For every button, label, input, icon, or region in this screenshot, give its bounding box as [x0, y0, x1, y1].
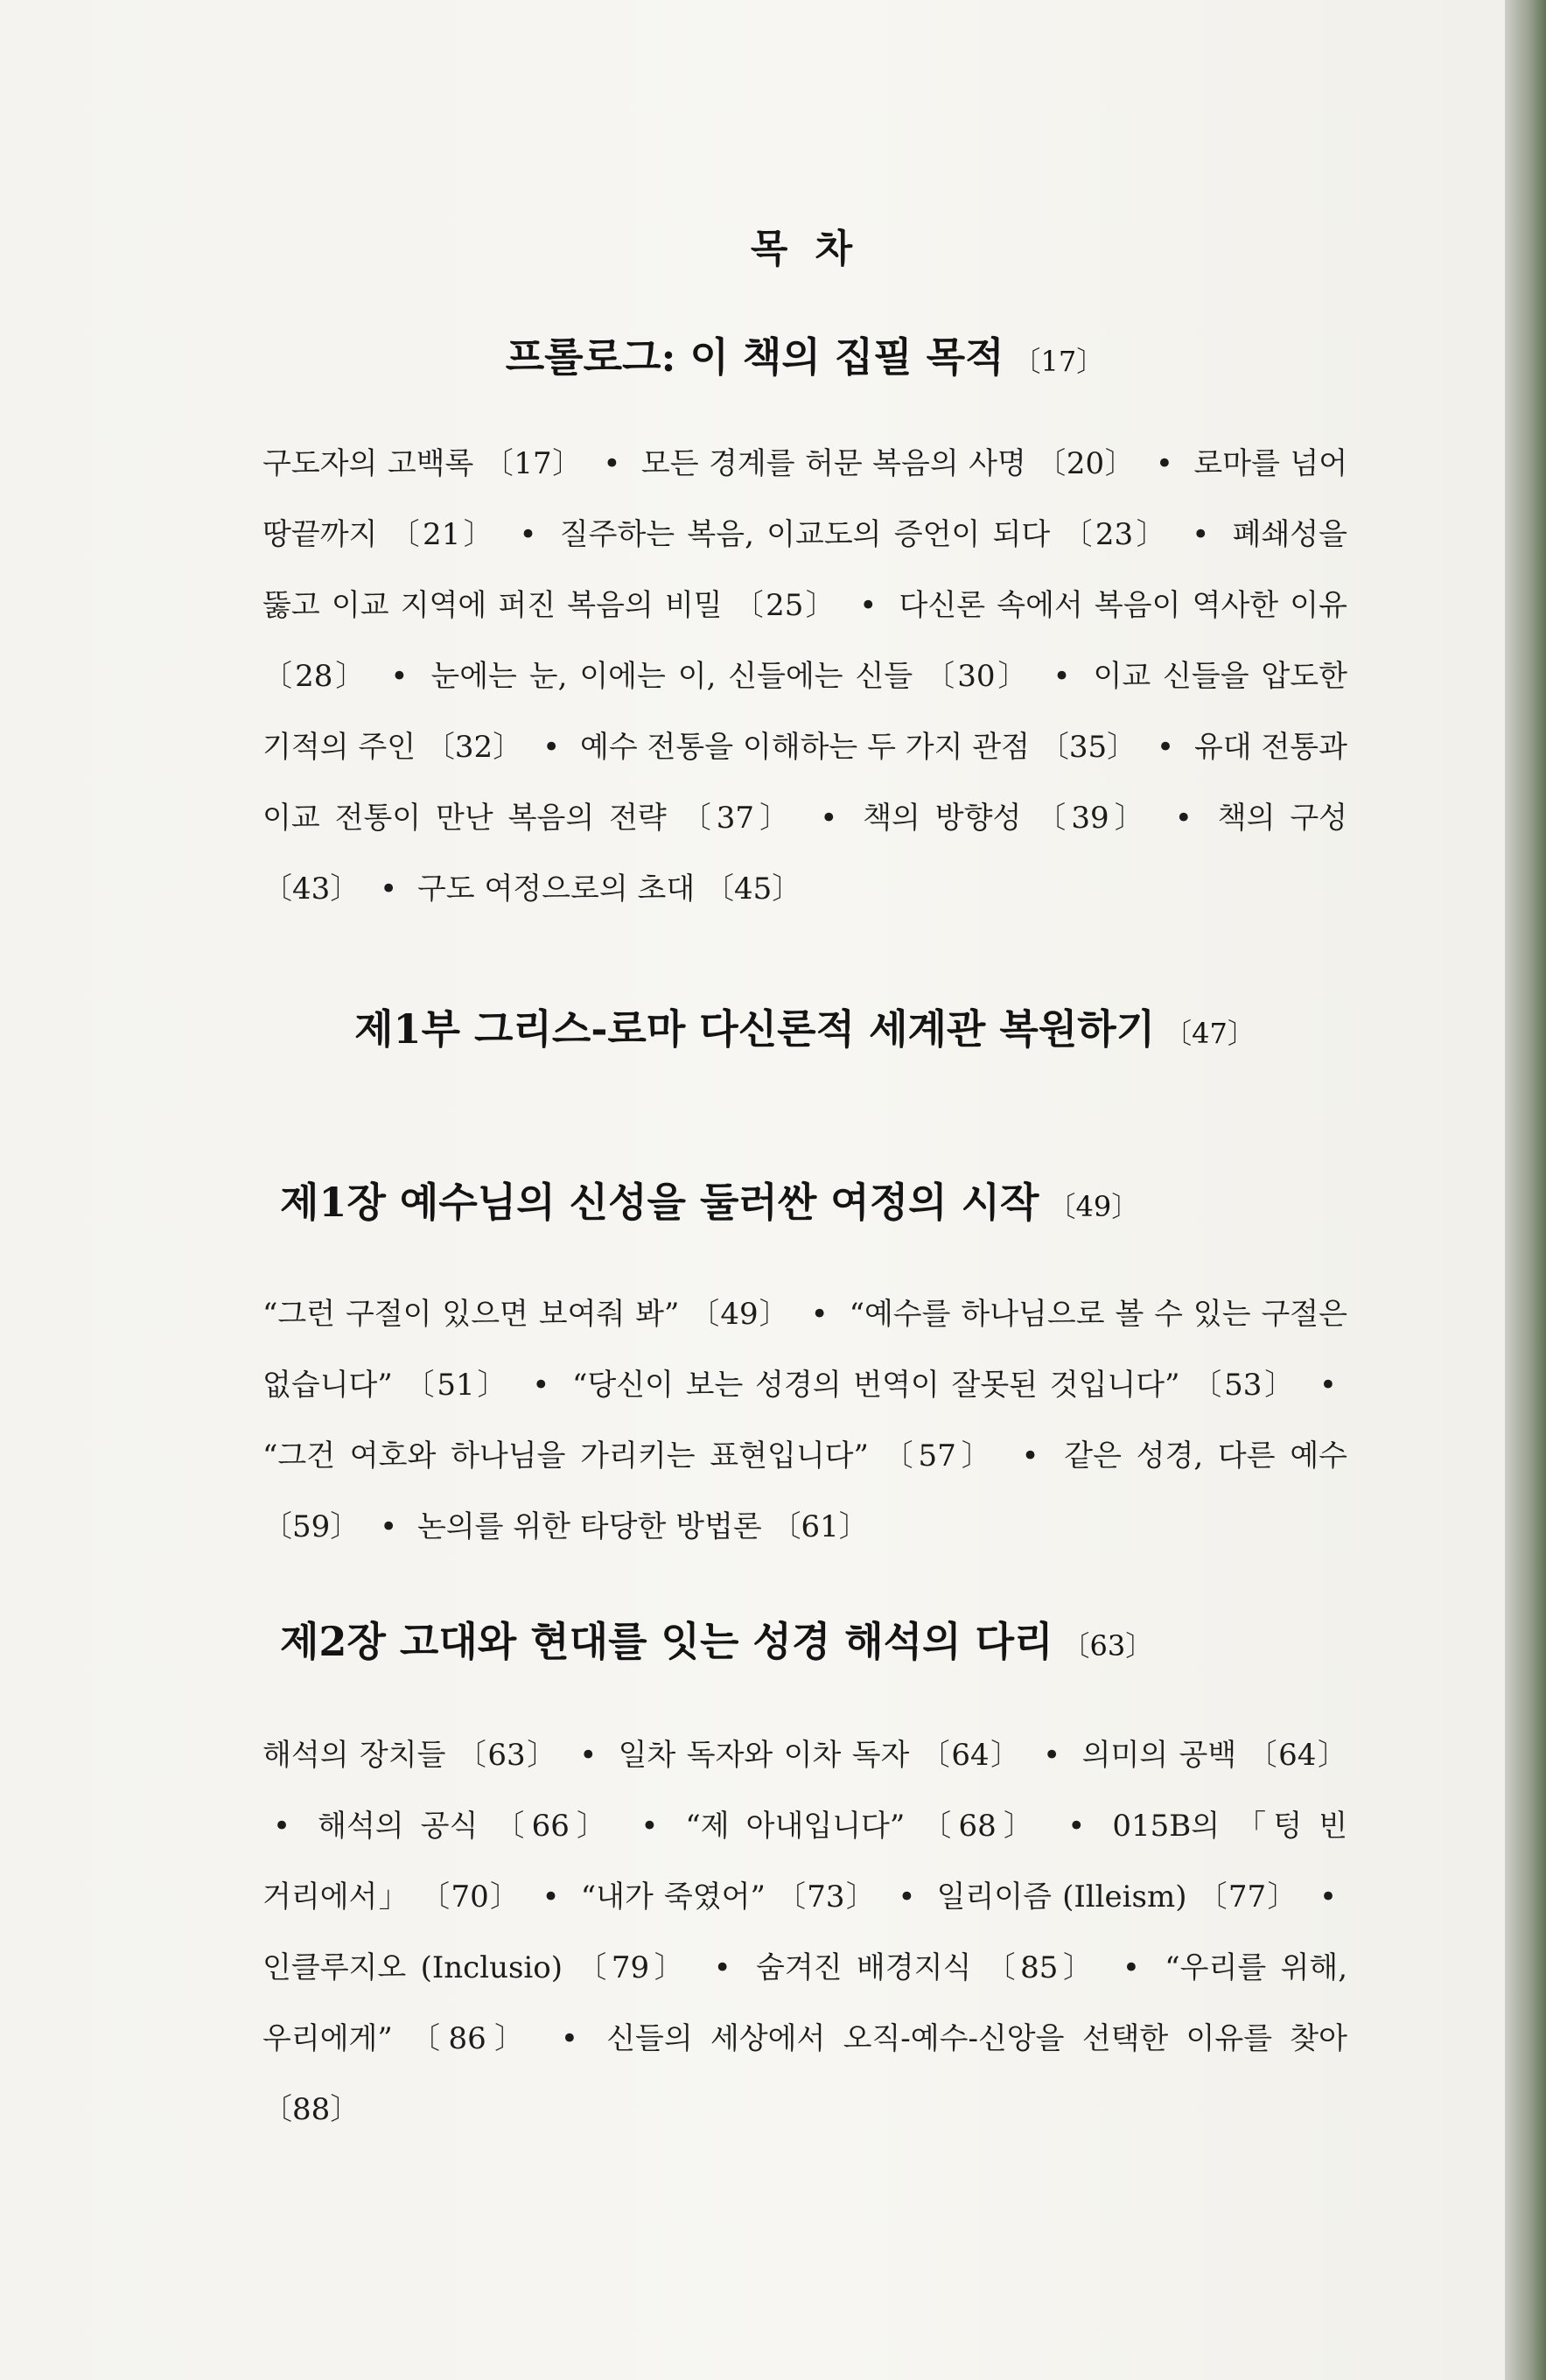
entry-separator: •	[1174, 801, 1193, 836]
toc-entry: 폐쇄성을 뚫고 이교 지역에 퍼진 복음의 비밀 〔25〕	[262, 517, 1347, 623]
part1-heading	[262, 998, 1347, 1055]
entry-separator: •	[1155, 446, 1173, 481]
toc-entry: 모든 경계를 허문 복음의 사명 〔20〕	[640, 446, 1136, 481]
toc-entry: 구도 여정으로의 초대 〔45〕	[416, 872, 802, 906]
prologue-heading-text: 프롤로그: 이 책의 집필 목적	[505, 333, 1004, 381]
entry-separator: •	[542, 730, 561, 765]
entry-separator: •	[1192, 517, 1210, 552]
toc-entry: 숨겨진 배경지식 〔85〕	[756, 1950, 1098, 1985]
entry-separator: •	[713, 1950, 731, 1985]
toc-entry: 눈에는 눈, 이에는 이, 신들에는 신들 〔30〕	[430, 659, 1031, 694]
toc-entry: 같은 성경, 다른 예수 〔59〕	[262, 1438, 1348, 1544]
chapter2-heading	[280, 1610, 1153, 1668]
toc-entry: “그건 여호와 하나님을 가리키는 표현입니다” 〔57〕	[262, 1438, 997, 1474]
toc-entry: 의미의 공백 〔64〕	[1081, 1738, 1348, 1773]
toc-entry: “예수를 하나님으로 볼 수 있는 구절은 없습니다” 〔51〕	[262, 1297, 1347, 1403]
entry-separator: •	[603, 446, 621, 481]
entry-separator: •	[542, 1880, 560, 1914]
toc-entry: 일리이즘 (Illeism) 〔77〕	[936, 1880, 1298, 1914]
toc-title: 목 차	[750, 227, 860, 271]
toc-entry: “그런 구절이 있으면 보여줘 봐” 〔49〕	[262, 1297, 790, 1332]
entry-separator: •	[1319, 1368, 1337, 1403]
chapter2-entries	[262, 1720, 1347, 2146]
toc-entry: 일차 독자와 이차 독자 〔64〕	[618, 1738, 1022, 1773]
chapter2-heading-text: 제2장 고대와 현대를 잇는 성경 해석의 다리	[280, 1618, 1053, 1665]
entry-separator: •	[380, 872, 398, 906]
entry-separator: •	[380, 1509, 398, 1544]
entry-separator: •	[1053, 659, 1071, 694]
entry-separator: •	[273, 1809, 291, 1844]
toc-entry: 유대 전통과 이교 전통이 만난 복음의 전략 〔37〕	[262, 730, 1347, 836]
entry-separator: •	[579, 1738, 598, 1773]
chapter1-heading	[280, 1171, 1139, 1228]
entry-separator: •	[1122, 1950, 1140, 1985]
entry-separator: •	[898, 1880, 916, 1914]
toc-entry: 책의 방향성 〔39〕	[863, 801, 1150, 836]
chapter1-heading-text: 제1장 예수님의 신성을 둘러싼 여정의 시작	[280, 1179, 1039, 1226]
prologue-heading	[262, 326, 1347, 383]
chapter2-page-ref: 〔63〕	[1061, 1629, 1154, 1662]
part1-page-ref: 〔47〕	[1164, 1017, 1256, 1050]
entry-separator: •	[1043, 1738, 1061, 1773]
chapter1-page-ref: 〔49〕	[1047, 1190, 1140, 1223]
toc-entry: 이교 신들을 압도한 기적의 주인 〔32〕	[262, 659, 1347, 765]
entry-separator: •	[519, 517, 537, 552]
toc-entry: “우리를 위해, 우리에게” 〔86〕	[262, 1950, 1348, 2056]
toc-entry: 해석의 장치들 〔63〕	[262, 1738, 558, 1773]
entry-separator: •	[810, 1297, 829, 1332]
toc-entry: 인클루지오 (Inclusio) 〔79〕	[262, 1950, 689, 1985]
entry-separator: •	[532, 1368, 550, 1403]
toc-entry: 책의 구성 〔43〕	[262, 801, 1348, 906]
entry-separator: •	[560, 2021, 578, 2056]
entry-separator: •	[390, 659, 409, 694]
entry-separator: •	[820, 801, 838, 836]
page-edge-background	[1505, 0, 1546, 2380]
toc-entry: “내가 죽였어” 〔73〕	[580, 1880, 878, 1914]
toc-entry: 질주하는 복음, 이교도의 증언이 되다 〔23〕	[559, 517, 1170, 552]
toc-entry: 신들의 세상에서 오직-예수-신앙을 선택한 이유를 찾아 〔88〕	[262, 2021, 1347, 2127]
toc-entry: “제 아내입니다” 〔68〕	[685, 1809, 1041, 1844]
toc-entry: 다신론 속에서 복음이 역사한 이유 〔28〕	[262, 588, 1347, 694]
toc-entry: 예수 전통을 이해하는 두 가지 관점 〔35〕	[580, 730, 1137, 765]
prologue-entries	[262, 429, 1347, 925]
toc-entry: 구도자의 고백록 〔17〕	[262, 446, 583, 481]
prologue-page-ref: 〔17〕	[1012, 345, 1105, 378]
entry-separator: •	[1067, 1809, 1086, 1844]
entry-separator: •	[640, 1809, 659, 1844]
entry-separator: •	[1319, 1880, 1338, 1914]
entry-separator: •	[1021, 1438, 1039, 1474]
toc-entry: 로마를 넘어 땅끝까지 〔21〕	[262, 446, 1348, 552]
entry-separator: •	[859, 588, 878, 623]
part1-heading-text: 제1부 그리스-로마 다신론적 세계관 복원하기	[354, 1005, 1156, 1053]
toc-entry: 015B의 「텅 빈 거리에서」 〔70〕	[262, 1809, 1348, 1914]
toc-entry: “당신이 보는 성경의 번역이 잘못된 것입니다” 〔53〕	[571, 1368, 1298, 1403]
toc-entry: 해석의 공식 〔66〕	[318, 1809, 614, 1844]
toc-entry: 논의를 위한 타당한 방법론 〔61〕	[416, 1509, 869, 1544]
chapter1-entries	[262, 1279, 1347, 1563]
entry-separator: •	[1157, 730, 1175, 765]
